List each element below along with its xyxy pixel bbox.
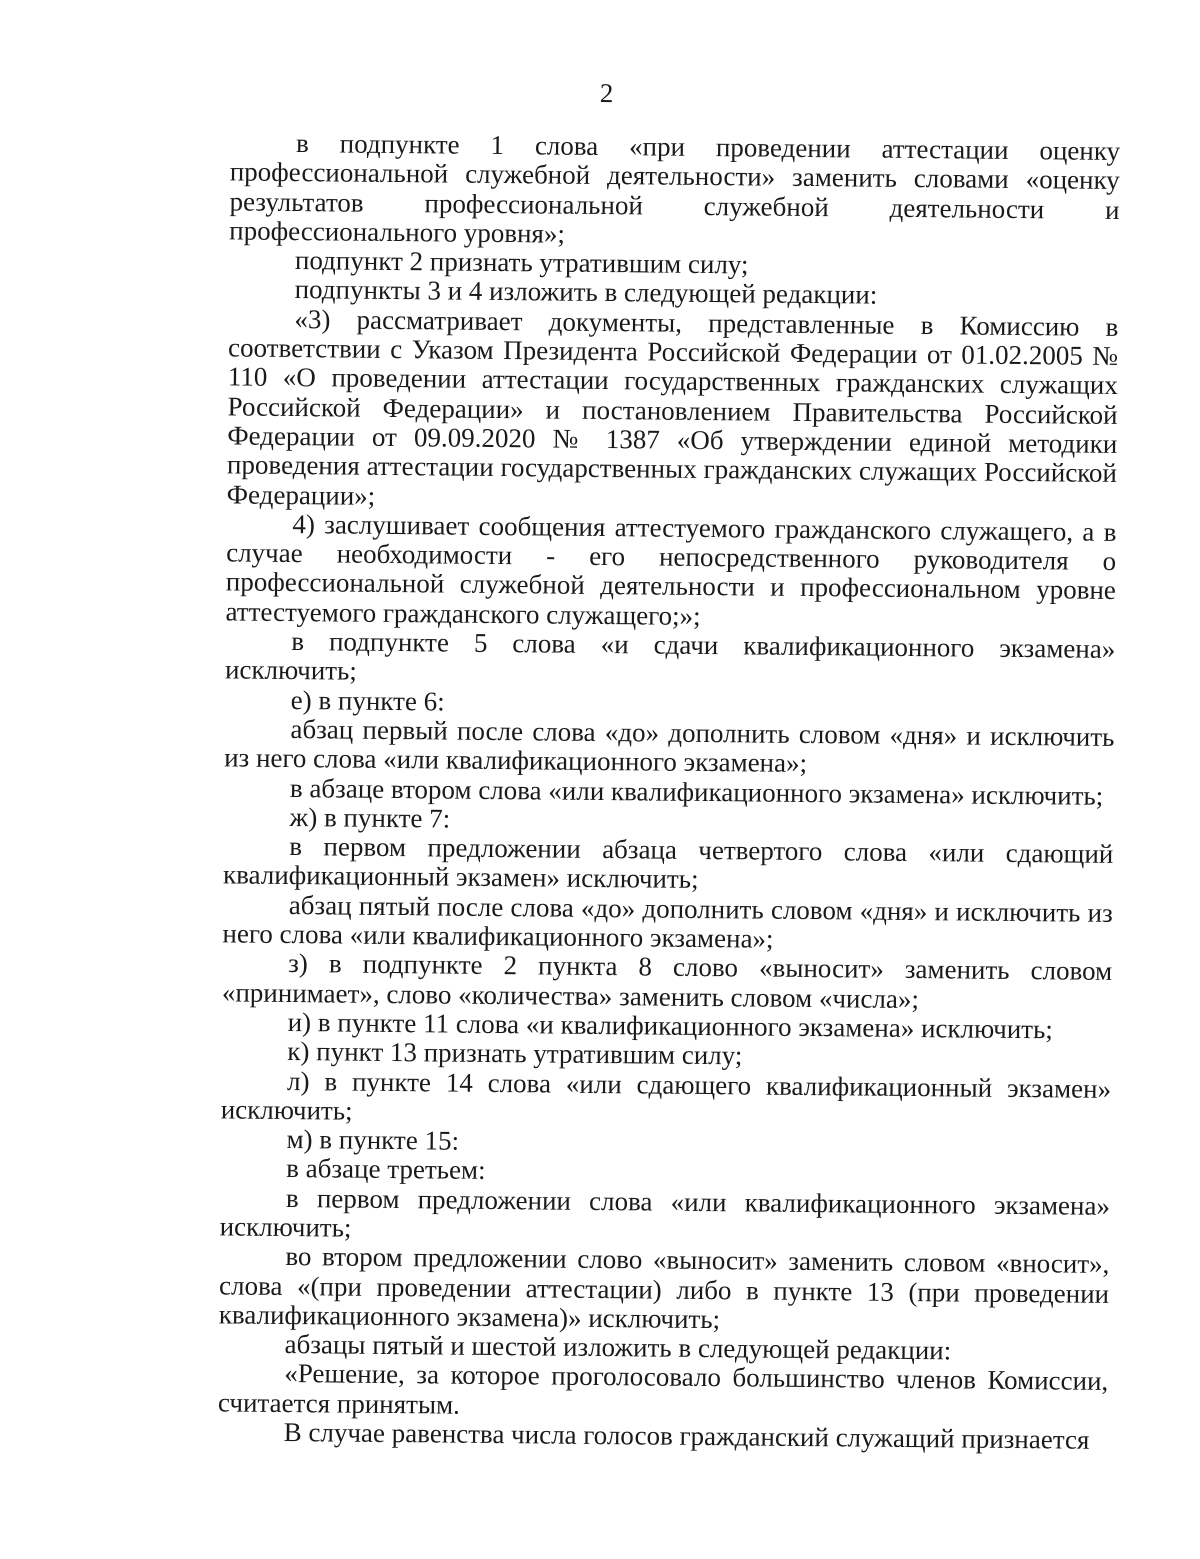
paragraph: м) в пункте 15: bbox=[286, 1124, 460, 1156]
paragraph: к) пункт 13 признать утратившим силу; bbox=[287, 1036, 743, 1071]
paragraph: абзацы пятый и шестой изложить в следующей редакции: bbox=[284, 1329, 952, 1366]
paragraph: е) в пункте 6: bbox=[290, 684, 445, 717]
paragraph: абзац пятый после слова «до» дополнить словом «дня» и исключить из него слова «или квалификационного экзамена»; bbox=[222, 889, 1113, 954]
paragraph: з) в подпункте 2 пункта 8 слово «выносит» заменить словом «принимает», слово «количества» заменить словом «числа»; bbox=[221, 948, 1113, 1014]
paragraph: «Решение, за которое проголосовало большинство членов Комиссии, считается принятым. bbox=[217, 1358, 1109, 1420]
paragraph: в абзаце третьем: bbox=[286, 1153, 486, 1186]
paragraph: в первом предложении абзаца четвертого слова «или сдающий квалификационный экзамен» исключить; bbox=[222, 831, 1114, 895]
paragraph: абзац первый после слова «до» дополнить словом «дня» и исключить из него слова «или квалификационного экзамена»; bbox=[224, 713, 1115, 779]
paragraph: подпункт 2 признать утратившим силу; bbox=[294, 245, 749, 280]
paragraph: в подпункте 5 слова «и сдачи квалификационного экзамена» исключить; bbox=[224, 626, 1116, 687]
document-body bbox=[218, 128, 1121, 1455]
paragraph: л) в пункте 14 слова «или сдающего квалификационный экзамен» исключить; bbox=[220, 1065, 1112, 1126]
paragraph: в первом предложении слова «или квалификационного экзамена» исключить; bbox=[219, 1182, 1111, 1243]
paragraph: ж) в пункте 7: bbox=[289, 801, 451, 834]
paragraph: подпункты 3 и 4 изложить в следующей редакции: bbox=[294, 274, 878, 311]
paragraph: в подпункте 1 слова «при проведении аттестации оценку профессиональной служебной деятельности» заменить словами «оценку результатов профессиональной служебной деятельности и профессионального уровня»; bbox=[229, 128, 1121, 249]
paragraph: в абзаце втором слова «или квалификационного экзамена» исключить; bbox=[289, 772, 1104, 811]
paragraph: В случае равенства числа голосов гражданский служащий признается bbox=[283, 1417, 1090, 1455]
paragraph: 4) заслушивает сообщения аттестуемого гражданского служащего, а в случае необходимости - его непосредственного руководителя о профессиональной служебной деятельности и профессиональном уровне аттестуемого гражданского служащего;»; bbox=[225, 508, 1117, 631]
page-number: 2 bbox=[599, 77, 614, 109]
paragraph: и) в пункте 11 слова «и квалификационного экзамена» исключить; bbox=[287, 1006, 1053, 1045]
paragraph: во втором предложении слово «выносит» заменить словом «вносит», слова «(при проведении аттестации) либо в пункте 13 (при проведении квалификационного экзамена)» исключить; bbox=[218, 1241, 1110, 1335]
paragraph: «3) рассматривает документы, представленные в Комиссию в соответствии с Указом Президента Российской Федерации от 01.02.2005 № 110 «О проведении аттестации государственных гражданских служащих Российской Федерации» и постановлением Правительства Российской Федерации от 09.09.2020 № 1387 «Об утверждении единой методики проведения аттестации государственных гражданских служащих Российской Федерации»; bbox=[226, 303, 1119, 511]
